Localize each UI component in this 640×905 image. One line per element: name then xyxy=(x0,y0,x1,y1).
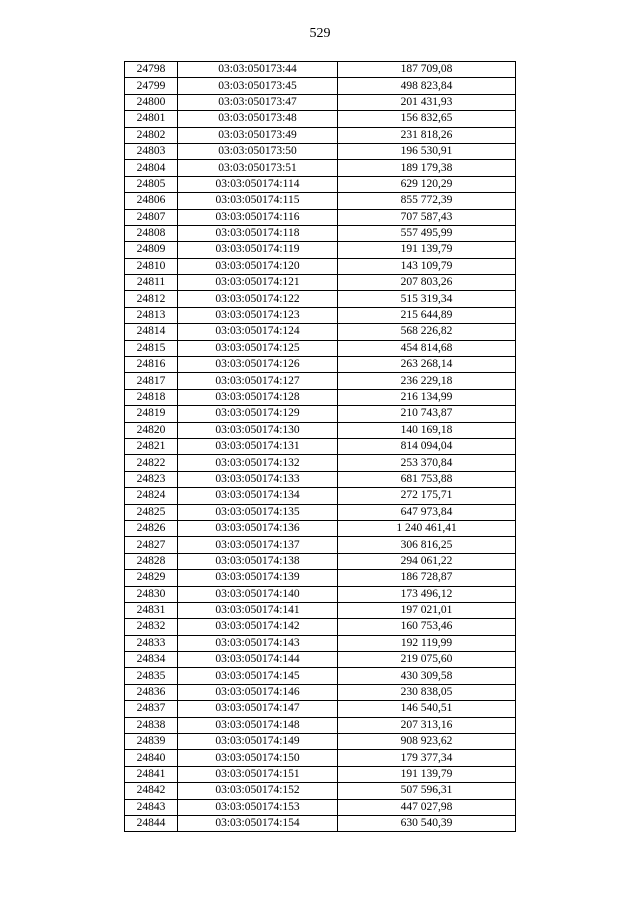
value-cell: 192 119,99 xyxy=(338,635,516,651)
row-number-cell: 24823 xyxy=(125,471,178,487)
row-number-cell: 24804 xyxy=(125,160,178,176)
cadastral-number-cell: 03:03:050174:128 xyxy=(178,389,338,405)
value-cell: 173 496,12 xyxy=(338,586,516,602)
table-row xyxy=(125,488,516,504)
value-cell: 629 120,29 xyxy=(338,176,516,192)
cadastral-number-cell: 03:03:050174:150 xyxy=(178,750,338,766)
cadastral-number-cell: 03:03:050174:116 xyxy=(178,209,338,225)
table-row xyxy=(125,815,516,831)
value-cell: 191 139,79 xyxy=(338,766,516,782)
row-number-cell: 24843 xyxy=(125,799,178,815)
table-row xyxy=(125,275,516,291)
cadastral-number-cell: 03:03:050174:119 xyxy=(178,242,338,258)
table-row xyxy=(125,373,516,389)
table-row xyxy=(125,258,516,274)
table-row xyxy=(125,734,516,750)
row-number-cell: 24808 xyxy=(125,225,178,241)
table-row xyxy=(125,455,516,471)
value-cell: 197 021,01 xyxy=(338,602,516,618)
value-cell: 294 061,22 xyxy=(338,553,516,569)
cadastral-number-cell: 03:03:050174:132 xyxy=(178,455,338,471)
value-cell: 236 229,18 xyxy=(338,373,516,389)
table-row xyxy=(125,520,516,536)
cadastral-number-cell: 03:03:050174:123 xyxy=(178,307,338,323)
cadastral-number-cell: 03:03:050174:131 xyxy=(178,438,338,454)
cadastral-number-cell: 03:03:050174:135 xyxy=(178,504,338,520)
cadastral-number-cell: 03:03:050173:48 xyxy=(178,111,338,127)
value-cell: 507 596,31 xyxy=(338,783,516,799)
cadastral-number-cell: 03:03:050173:45 xyxy=(178,78,338,94)
table-body xyxy=(125,62,516,832)
row-number-cell: 24802 xyxy=(125,127,178,143)
cadastral-number-cell: 03:03:050174:129 xyxy=(178,406,338,422)
value-cell: 908 923,62 xyxy=(338,734,516,750)
table-row xyxy=(125,143,516,159)
cadastral-number-cell: 03:03:050174:118 xyxy=(178,225,338,241)
row-number-cell: 24827 xyxy=(125,537,178,553)
row-number-cell: 24801 xyxy=(125,111,178,127)
row-number-cell: 24844 xyxy=(125,815,178,831)
value-cell: 272 175,71 xyxy=(338,488,516,504)
value-cell: 263 268,14 xyxy=(338,357,516,373)
row-number-cell: 24799 xyxy=(125,78,178,94)
cadastral-number-cell: 03:03:050174:138 xyxy=(178,553,338,569)
row-number-cell: 24821 xyxy=(125,438,178,454)
cadastral-number-cell: 03:03:050174:133 xyxy=(178,471,338,487)
table-row xyxy=(125,553,516,569)
value-cell: 231 818,26 xyxy=(338,127,516,143)
cadastral-number-cell: 03:03:050174:141 xyxy=(178,602,338,618)
table-row xyxy=(125,176,516,192)
value-cell: 430 309,58 xyxy=(338,668,516,684)
table-row xyxy=(125,160,516,176)
table-row xyxy=(125,668,516,684)
table-row xyxy=(125,389,516,405)
value-cell: 498 823,84 xyxy=(338,78,516,94)
row-number-cell: 24809 xyxy=(125,242,178,258)
row-number-cell: 24817 xyxy=(125,373,178,389)
table-row xyxy=(125,193,516,209)
row-number-cell: 24819 xyxy=(125,406,178,422)
table-row xyxy=(125,78,516,94)
cadastral-number-cell: 03:03:050174:145 xyxy=(178,668,338,684)
registry-table xyxy=(124,61,516,832)
value-cell: 630 540,39 xyxy=(338,815,516,831)
cadastral-number-cell: 03:03:050174:148 xyxy=(178,717,338,733)
row-number-cell: 24820 xyxy=(125,422,178,438)
row-number-cell: 24812 xyxy=(125,291,178,307)
row-number-cell: 24840 xyxy=(125,750,178,766)
value-cell: 196 530,91 xyxy=(338,143,516,159)
table-row xyxy=(125,406,516,422)
cadastral-number-cell: 03:03:050174:152 xyxy=(178,783,338,799)
value-cell: 219 075,60 xyxy=(338,652,516,668)
table-row xyxy=(125,684,516,700)
table-row xyxy=(125,209,516,225)
row-number-cell: 24830 xyxy=(125,586,178,602)
row-number-cell: 24824 xyxy=(125,488,178,504)
cadastral-number-cell: 03:03:050174:151 xyxy=(178,766,338,782)
table-row xyxy=(125,324,516,340)
value-cell: 207 313,16 xyxy=(338,717,516,733)
cadastral-number-cell: 03:03:050174:146 xyxy=(178,684,338,700)
cadastral-number-cell: 03:03:050173:51 xyxy=(178,160,338,176)
cadastral-number-cell: 03:03:050174:124 xyxy=(178,324,338,340)
value-cell: 515 319,34 xyxy=(338,291,516,307)
cadastral-number-cell: 03:03:050174:114 xyxy=(178,176,338,192)
table-row xyxy=(125,291,516,307)
table-row xyxy=(125,357,516,373)
cadastral-number-cell: 03:03:050174:137 xyxy=(178,537,338,553)
cadastral-number-cell: 03:03:050174:134 xyxy=(178,488,338,504)
value-cell: 814 094,04 xyxy=(338,438,516,454)
value-cell: 454 814,68 xyxy=(338,340,516,356)
row-number-cell: 24839 xyxy=(125,734,178,750)
table-row xyxy=(125,717,516,733)
table-row xyxy=(125,766,516,782)
row-number-cell: 24818 xyxy=(125,389,178,405)
cadastral-number-cell: 03:03:050174:143 xyxy=(178,635,338,651)
table-row xyxy=(125,602,516,618)
value-cell: 210 743,87 xyxy=(338,406,516,422)
row-number-cell: 24807 xyxy=(125,209,178,225)
value-cell: 568 226,82 xyxy=(338,324,516,340)
row-number-cell: 24805 xyxy=(125,176,178,192)
value-cell: 253 370,84 xyxy=(338,455,516,471)
table-row xyxy=(125,94,516,110)
row-number-cell: 24832 xyxy=(125,619,178,635)
row-number-cell: 24834 xyxy=(125,652,178,668)
cadastral-number-cell: 03:03:050174:126 xyxy=(178,357,338,373)
table-row xyxy=(125,652,516,668)
table-row xyxy=(125,340,516,356)
cadastral-number-cell: 03:03:050174:154 xyxy=(178,815,338,831)
table-row xyxy=(125,537,516,553)
value-cell: 557 495,99 xyxy=(338,225,516,241)
value-cell: 140 169,18 xyxy=(338,422,516,438)
cadastral-number-cell: 03:03:050173:49 xyxy=(178,127,338,143)
row-number-cell: 24810 xyxy=(125,258,178,274)
cadastral-number-cell: 03:03:050174:147 xyxy=(178,701,338,717)
value-cell: 201 431,93 xyxy=(338,94,516,110)
row-number-cell: 24815 xyxy=(125,340,178,356)
table-row xyxy=(125,799,516,815)
row-number-cell: 24837 xyxy=(125,701,178,717)
row-number-cell: 24806 xyxy=(125,193,178,209)
cadastral-number-cell: 03:03:050173:44 xyxy=(178,62,338,78)
value-cell: 189 179,38 xyxy=(338,160,516,176)
row-number-cell: 24833 xyxy=(125,635,178,651)
row-number-cell: 24838 xyxy=(125,717,178,733)
cadastral-number-cell: 03:03:050174:144 xyxy=(178,652,338,668)
cadastral-number-cell: 03:03:050174:115 xyxy=(178,193,338,209)
value-cell: 143 109,79 xyxy=(338,258,516,274)
value-cell: 707 587,43 xyxy=(338,209,516,225)
cadastral-number-cell: 03:03:050174:142 xyxy=(178,619,338,635)
cadastral-number-cell: 03:03:050174:140 xyxy=(178,586,338,602)
table-row xyxy=(125,422,516,438)
value-cell: 160 753,46 xyxy=(338,619,516,635)
value-cell: 156 832,65 xyxy=(338,111,516,127)
row-number-cell: 24841 xyxy=(125,766,178,782)
table-row xyxy=(125,471,516,487)
row-number-cell: 24828 xyxy=(125,553,178,569)
row-number-cell: 24813 xyxy=(125,307,178,323)
table-row xyxy=(125,586,516,602)
table-row xyxy=(125,570,516,586)
table-row xyxy=(125,225,516,241)
row-number-cell: 24826 xyxy=(125,520,178,536)
cadastral-number-cell: 03:03:050174:120 xyxy=(178,258,338,274)
value-cell: 1 240 461,41 xyxy=(338,520,516,536)
row-number-cell: 24814 xyxy=(125,324,178,340)
value-cell: 647 973,84 xyxy=(338,504,516,520)
value-cell: 306 816,25 xyxy=(338,537,516,553)
row-number-cell: 24822 xyxy=(125,455,178,471)
row-number-cell: 24835 xyxy=(125,668,178,684)
cadastral-number-cell: 03:03:050173:47 xyxy=(178,94,338,110)
value-cell: 179 377,34 xyxy=(338,750,516,766)
cadastral-number-cell: 03:03:050174:149 xyxy=(178,734,338,750)
value-cell: 186 728,87 xyxy=(338,570,516,586)
row-number-cell: 24836 xyxy=(125,684,178,700)
row-number-cell: 24803 xyxy=(125,143,178,159)
cadastral-number-cell: 03:03:050174:139 xyxy=(178,570,338,586)
table-row xyxy=(125,127,516,143)
table-row xyxy=(125,438,516,454)
cadastral-number-cell: 03:03:050174:136 xyxy=(178,520,338,536)
table-row xyxy=(125,111,516,127)
row-number-cell: 24800 xyxy=(125,94,178,110)
row-number-cell: 24816 xyxy=(125,357,178,373)
table-row xyxy=(125,619,516,635)
page-number: 529 xyxy=(309,26,331,41)
cadastral-number-cell: 03:03:050174:153 xyxy=(178,799,338,815)
cadastral-number-cell: 03:03:050174:125 xyxy=(178,340,338,356)
table-row xyxy=(125,783,516,799)
table-row xyxy=(125,307,516,323)
cadastral-number-cell: 03:03:050174:130 xyxy=(178,422,338,438)
table-row xyxy=(125,242,516,258)
cadastral-number-cell: 03:03:050174:127 xyxy=(178,373,338,389)
row-number-cell: 24825 xyxy=(125,504,178,520)
row-number-cell: 24842 xyxy=(125,783,178,799)
cadastral-number-cell: 03:03:050174:121 xyxy=(178,275,338,291)
cadastral-number-cell: 03:03:050173:50 xyxy=(178,143,338,159)
cadastral-number-cell: 03:03:050174:122 xyxy=(178,291,338,307)
row-number-cell: 24811 xyxy=(125,275,178,291)
value-cell: 216 134,99 xyxy=(338,389,516,405)
table-row xyxy=(125,504,516,520)
value-cell: 681 753,88 xyxy=(338,471,516,487)
value-cell: 187 709,08 xyxy=(338,62,516,78)
row-number-cell: 24829 xyxy=(125,570,178,586)
value-cell: 230 838,05 xyxy=(338,684,516,700)
value-cell: 447 027,98 xyxy=(338,799,516,815)
row-number-cell: 24831 xyxy=(125,602,178,618)
value-cell: 191 139,79 xyxy=(338,242,516,258)
table-row xyxy=(125,701,516,717)
value-cell: 146 540,51 xyxy=(338,701,516,717)
table-row xyxy=(125,635,516,651)
row-number-cell: 24798 xyxy=(125,62,178,78)
value-cell: 207 803,26 xyxy=(338,275,516,291)
table-row xyxy=(125,62,516,78)
table-row xyxy=(125,750,516,766)
value-cell: 855 772,39 xyxy=(338,193,516,209)
value-cell: 215 644,89 xyxy=(338,307,516,323)
